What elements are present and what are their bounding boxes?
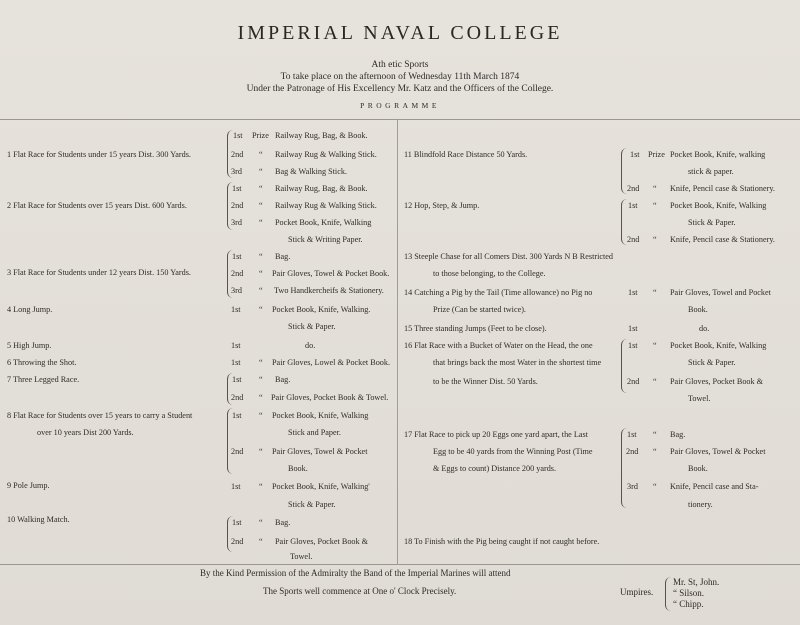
ditto-mark: “ bbox=[653, 341, 657, 350]
ditto-mark: “ bbox=[259, 167, 263, 176]
prize-e3-1st: Bag. bbox=[275, 252, 291, 261]
prize-e4-1st-continued: Stick & Paper. bbox=[288, 322, 336, 331]
ditto-mark: “ bbox=[259, 447, 263, 456]
prize-e8-1st-continued: Stick and Paper. bbox=[288, 428, 341, 437]
place-e9-1st: 1st bbox=[231, 482, 241, 491]
prize-e14-1st: Pair Gloves, Towel and Pocket bbox=[670, 288, 771, 297]
event-10: 10 Walking Match. bbox=[7, 515, 70, 524]
prize-e3-3rd: Two Handkercheifs & Stationery. bbox=[274, 286, 384, 295]
prize-e10-1st: Bag. bbox=[275, 518, 291, 527]
prize-e17-3rd: Knife, Pencil case and Sta- bbox=[670, 482, 759, 491]
ditto-mark: “ bbox=[259, 482, 263, 491]
event-7: 7 Three Legged Race. bbox=[7, 375, 80, 384]
ditto-mark: “ bbox=[259, 150, 263, 159]
bottom-rule bbox=[0, 564, 800, 565]
place-e17-2nd: 2nd bbox=[626, 447, 639, 456]
prize-label: Prize bbox=[252, 131, 269, 140]
event-15: 15 Three standing Jumps (Feet to be close). bbox=[404, 324, 547, 333]
place-e14-1st: 1st bbox=[628, 288, 638, 297]
ditto-mark: “ bbox=[653, 482, 657, 491]
ditto-mark: “ bbox=[259, 269, 263, 278]
prize-e1-3rd: Bag & Walking Stick. bbox=[275, 167, 347, 176]
prize-e2-1st: Railway Rug, Bag, & Book. bbox=[275, 184, 368, 193]
prize-e16-1st: Pocket Book, Knife, Walking bbox=[670, 341, 767, 350]
place-e1-3rd: 3rd bbox=[231, 167, 242, 176]
event-12: 12 Hop, Step, & Jump. bbox=[404, 201, 480, 210]
prize-e9-1st-continued: Stick & Paper. bbox=[288, 500, 336, 509]
prize-label: Prize bbox=[648, 150, 665, 159]
event-1: 1 Flat Race for Students under 15 years Dist. 300 Yards. bbox=[7, 150, 191, 159]
prize-e17-3rd-continued: tionery. bbox=[688, 500, 713, 509]
prize-e7-1st: Bag. bbox=[275, 375, 291, 384]
prize-e1-1st: Railway Rug, Bag, & Book. bbox=[275, 131, 368, 140]
place-e17-1st: 1st bbox=[627, 430, 637, 439]
ditto-mark: “ bbox=[259, 537, 263, 546]
event-17-continued: Egg to be 40 yards from the Winning Post (Time bbox=[433, 447, 593, 456]
umpires-label: Umpires. bbox=[620, 587, 654, 597]
umpire-1: Mr. St, John. bbox=[673, 577, 720, 587]
place-e3-2nd: 2nd bbox=[231, 269, 244, 278]
prize-e1-2nd: Railway Rug & Walking Stick. bbox=[275, 150, 377, 159]
prize-e8-2nd: Pair Gloves, Towel & Pocket bbox=[272, 447, 368, 456]
event-11: 11 Blindfold Race Distance 50 Yards. bbox=[404, 150, 528, 159]
ditto-mark: “ bbox=[653, 184, 657, 193]
footer-start-time: The Sports well commence at One o' Clock Precisely. bbox=[263, 586, 457, 596]
ditto-mark: “ bbox=[259, 375, 263, 384]
ditto-mark: “ bbox=[259, 358, 263, 367]
place-e12-2nd: 2nd bbox=[627, 235, 640, 244]
prize-e16-2nd: Pair Gloves, Pocket Book & bbox=[670, 377, 764, 386]
prize-e11-1st: Pocket Book, Knife, walking bbox=[670, 150, 766, 159]
ditto-mark: “ bbox=[259, 201, 263, 210]
place-e7-1st: 1st bbox=[232, 375, 242, 384]
subtitle-athletic-sports: Ath etic Sports bbox=[371, 60, 429, 70]
event-14: 14 Catching a Pig by the Tail (Time allowance) no Pig no bbox=[404, 288, 593, 297]
ditto-mark: “ bbox=[259, 252, 263, 261]
place-e1-2nd: 2nd bbox=[231, 150, 244, 159]
umpire-3: “ Chipp. bbox=[673, 599, 704, 609]
place-e10-1st: 1st bbox=[232, 518, 242, 527]
prize-e2-3rd: Pocket Book, Knife, Walking bbox=[275, 218, 372, 227]
place-e4-1st: 1st bbox=[231, 305, 241, 314]
subtitle-patronage: Under the Patronage of His Excellency Mr. Katz and the Officers of the College. bbox=[246, 84, 554, 94]
place-e8-2nd: 2nd bbox=[231, 447, 244, 456]
event-8: 8 Flat Race for Students over 15 years to carry a Student bbox=[7, 411, 193, 420]
event-17-continued-2: & Eggs to count) Distance 200 yards. bbox=[433, 464, 557, 473]
prize-e6-1st: Pair Gloves, Lowel & Pocket Book. bbox=[272, 358, 391, 367]
ditto-mark: “ bbox=[653, 235, 657, 244]
prize-e17-2nd: Pair Gloves, Towel & Pocket bbox=[670, 447, 766, 456]
ditto-mark: “ bbox=[653, 377, 657, 386]
prize-e5-1st: do. bbox=[305, 341, 316, 350]
place-e16-2nd: 2nd bbox=[627, 377, 640, 386]
event-13-continued: to those belonging, to the College. bbox=[433, 269, 546, 278]
prize-e15-1st: do. bbox=[699, 324, 710, 333]
prize-e17-2nd-continued: Book. bbox=[688, 464, 708, 473]
place-e2-2nd: 2nd bbox=[231, 201, 244, 210]
prize-e4-1st: Pocket Book, Knife, Walking. bbox=[272, 305, 371, 314]
ditto-mark: “ bbox=[259, 286, 263, 295]
top-rule bbox=[0, 119, 800, 120]
ditto-mark: “ bbox=[259, 184, 263, 193]
place-e15-1st: 1st bbox=[628, 324, 638, 333]
prize-e11-2nd: Knife, Pencil case & Stationery. bbox=[670, 184, 775, 193]
programme-heading: PROGRAMME bbox=[360, 101, 440, 110]
place-e2-1st: 1st bbox=[232, 184, 242, 193]
event-9: 9 Pole Jump. bbox=[7, 481, 50, 490]
event-17: 17 Flat Race to pick up 20 Eggs one yard apart, the Last bbox=[404, 430, 588, 439]
prize-e12-2nd: Knife, Pencil case & Stationery. bbox=[670, 235, 775, 244]
place-e2-3rd: 3rd bbox=[231, 218, 242, 227]
subtitle-date: To take place on the afternoon of Wednesday 11th March 1874 bbox=[280, 72, 520, 82]
place-e7-2nd: 2nd bbox=[231, 393, 244, 402]
place-e5-1st: 1st bbox=[231, 341, 241, 350]
umpire-2: “ Silson. bbox=[673, 588, 705, 598]
prize-e2-2nd: Railway Rug & Walking Stick. bbox=[275, 201, 377, 210]
prize-e3-2nd: Pair Gloves, Towel & Pocket Book. bbox=[272, 269, 390, 278]
prize-e14-1st-continued: Book. bbox=[688, 305, 708, 314]
place-e1-1st: 1st bbox=[233, 131, 243, 140]
place-e3-3rd: 3rd bbox=[231, 286, 242, 295]
event-18: 18 To Finish with the Pig being caught if not caught before. bbox=[404, 537, 600, 546]
prize-e9-1st: Pocket Book, Knife, Walking' bbox=[272, 482, 370, 491]
ditto-mark: “ bbox=[259, 411, 263, 420]
prize-e8-2nd-continued: Book. bbox=[288, 464, 308, 473]
event-8-continued: over 10 years Dist 200 Yards. bbox=[37, 428, 134, 437]
prize-e12-1st-continued: Stick & Paper. bbox=[688, 218, 736, 227]
place-e10-2nd: 2nd bbox=[231, 537, 244, 546]
ditto-mark: “ bbox=[653, 430, 657, 439]
place-e8-1st: 1st bbox=[232, 411, 242, 420]
ditto-mark: “ bbox=[259, 518, 263, 527]
place-e12-1st: 1st bbox=[628, 201, 638, 210]
event-4: 4 Long Jump. bbox=[7, 305, 53, 314]
place-e16-1st: 1st bbox=[628, 341, 638, 350]
place-e17-3rd: 3rd bbox=[627, 482, 638, 491]
prize-e2-3rd-continued: Stick & Writing Paper. bbox=[288, 235, 363, 244]
brace-event-17 bbox=[621, 428, 628, 508]
event-13: 13 Steeple Chase for all Comers Dist. 300 Yards N B Restricted bbox=[404, 252, 613, 261]
place-e3-1st: 1st bbox=[232, 252, 242, 261]
prize-e11-1st-continued: stick & paper. bbox=[688, 167, 734, 176]
column-divider bbox=[397, 119, 398, 565]
ditto-mark: “ bbox=[653, 201, 657, 210]
event-2: 2 Flat Race for Students over 15 years Dist. 600 Yards. bbox=[7, 201, 187, 210]
event-3: 3 Flat Race for Students under 12 years Dist. 150 Yards. bbox=[7, 268, 191, 277]
event-5: 5 High Jump. bbox=[7, 341, 52, 350]
prize-e10-2nd: Pair Gloves, Pocket Book & bbox=[275, 537, 369, 546]
footer-band-notice: By the Kind Permission of the Admiralty the Band of the Imperial Marines will attend bbox=[200, 568, 511, 578]
prize-e7-2nd: Pair Gloves, Pocket Book & Towel. bbox=[271, 393, 389, 402]
prize-e17-1st: Bag. bbox=[670, 430, 686, 439]
ditto-mark: “ bbox=[653, 447, 657, 456]
ditto-mark: “ bbox=[259, 393, 263, 402]
event-14-continued: Prize (Can be started twice). bbox=[433, 305, 526, 314]
page-title: IMPERIAL NAVAL COLLEGE bbox=[237, 22, 563, 44]
event-16: 16 Flat Race with a Bucket of Water on the Head, the one bbox=[404, 341, 593, 350]
event-16-continued-2: to be the Winner Dist. 50 Yards. bbox=[433, 377, 538, 386]
brace-umpires bbox=[665, 577, 672, 611]
prize-e12-1st: Pocket Book, Knife, Walking bbox=[670, 201, 767, 210]
prize-e16-1st-continued: Stick & Paper. bbox=[688, 358, 736, 367]
prize-e10-2nd-continued: Towel. bbox=[290, 552, 313, 561]
ditto-mark: “ bbox=[259, 218, 263, 227]
event-16-continued: that brings back the most Water in the shortest time bbox=[433, 358, 602, 367]
place-e11-1st: 1st bbox=[630, 150, 640, 159]
ditto-mark: “ bbox=[653, 288, 657, 297]
place-e11-2nd: 2nd bbox=[627, 184, 640, 193]
event-6: 6 Throwing the Shot. bbox=[7, 358, 77, 367]
prize-e8-1st: Pocket Book, Knife, Walking bbox=[272, 411, 369, 420]
place-e6-1st: 1st bbox=[231, 358, 241, 367]
prize-e16-2nd-continued: Towel. bbox=[688, 394, 711, 403]
ditto-mark: “ bbox=[259, 305, 263, 314]
